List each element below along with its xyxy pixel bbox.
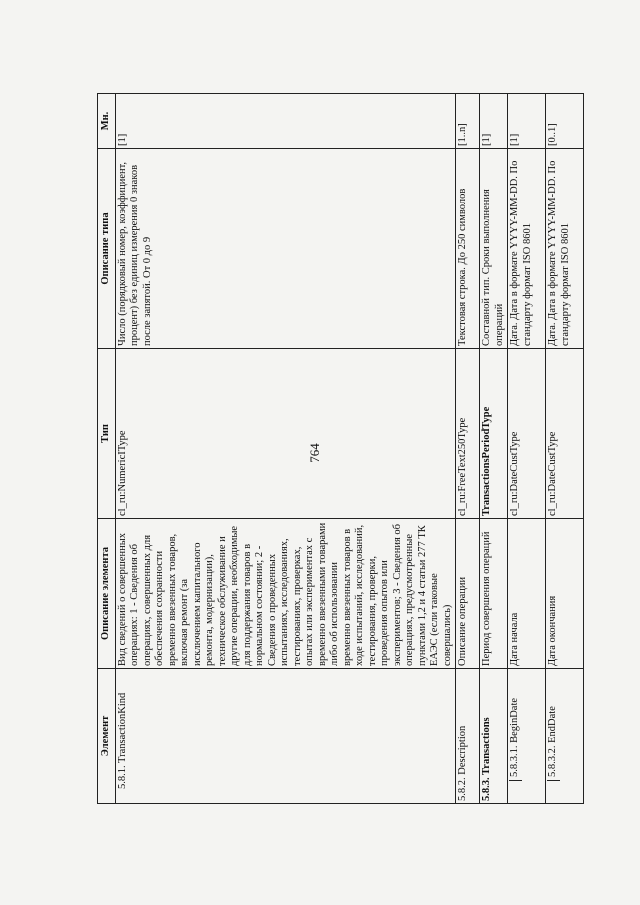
description-cell: Период совершения операций xyxy=(480,519,508,669)
elements-table xyxy=(97,93,584,804)
table-row xyxy=(456,94,480,804)
header-row xyxy=(98,94,116,804)
element-cell: 5.8.3.2. EndDate xyxy=(546,669,584,804)
mn-cell: [1] xyxy=(480,94,508,149)
element-cell: 5.8.2. Description xyxy=(456,669,480,804)
type-cell: cl_ru:DateCustType xyxy=(546,349,584,519)
type-description-cell: Дата. Дата в формате YYYY-MM-DD. По стандарту формат ISO 8601 xyxy=(508,149,546,349)
type-description-cell: Дата. Дата в формате YYYY-MM-DD. По стандарту формат ISO 8601 xyxy=(546,149,584,349)
type-cell: TransactionsPeriodType xyxy=(480,349,508,519)
table-row xyxy=(546,94,584,804)
table-row xyxy=(115,94,456,804)
element-cell: 5.8.3.1. BeginDate xyxy=(508,669,546,804)
mn-cell: [1] xyxy=(115,94,456,149)
table-row xyxy=(480,94,508,804)
header-element: Элемент xyxy=(98,669,116,804)
mn-cell: [0..1] xyxy=(546,94,584,149)
description-cell: Дата начала xyxy=(508,519,546,669)
type-cell: cl_ru:FreeText250Type xyxy=(456,349,480,519)
page-number: 764 xyxy=(306,443,322,463)
mn-cell: [1..n] xyxy=(456,94,480,149)
description-cell: Дата окончания xyxy=(546,519,584,669)
table-row xyxy=(508,94,546,804)
header-type-description: Описание типа xyxy=(98,149,116,349)
type-description-cell: Число (порядковый номер, коэффициент, процент) без единиц измерения 0 знаков после запятой. От 0 до 9 xyxy=(115,149,456,349)
type-cell: cl_ru:DateCustType xyxy=(508,349,546,519)
header-type: Тип xyxy=(98,349,116,519)
element-cell: 5.8.3. Transactions xyxy=(480,669,508,804)
header-description: Описание элемента xyxy=(98,519,116,669)
type-cell: cl_ru:NumericIType xyxy=(115,349,456,519)
type-description-cell: Составной тип. Сроки выполнения операций xyxy=(480,149,508,349)
type-description-cell: Текстовая строка. До 250 символов xyxy=(456,149,480,349)
element-cell: 5.8.1. TransactionKind xyxy=(115,669,456,804)
description-cell: Вид сведений о совершенных операциях: 1 - Сведения об операциях, совершенных для обеспечения сохранности временно ввезенных товаров, включая ремонт (за исключением капитального ремонта, модернизации), техническое обслуживание и другие операции, необходимые для поддержания товаров в нормальном состоянии; 2 - Сведения о проведенных испытаниях, исследованиях, тестированиях, проверках, опытах или экспериментах с временно ввезенными товарами либо об использовании временно ввезенных товаров в ходе испытаний, исследований, тестирования, проверки, проведения опытов или экспериментов; 3 - Сведения об операциях, предусмотренные пунктами 1,2 и 4 статьи 277 ТК ЕАЭС (если таковые совершались) xyxy=(115,519,456,669)
description-cell: Описание операции xyxy=(456,519,480,669)
rotated-table-container xyxy=(97,94,571,804)
header-mn: Мн. xyxy=(98,94,116,149)
mn-cell: [1] xyxy=(508,94,546,149)
